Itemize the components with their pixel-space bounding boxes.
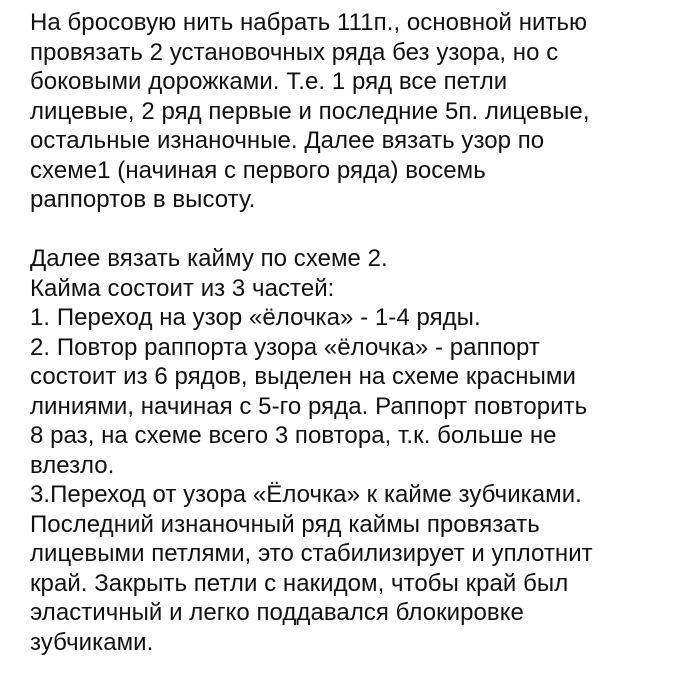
text-line: Последний изнаночный ряд каймы провязать bbox=[30, 510, 540, 538]
document-text bbox=[30, 8, 678, 657]
text-line: линиями, начиная с 5-го ряда. Раппорт повторить bbox=[30, 392, 588, 420]
text-line: состоит из 6 рядов, выделен на схеме красными bbox=[30, 363, 576, 390]
text-line: влезло. bbox=[30, 451, 115, 479]
text-line: 2. Повтор раппорта узора «ёлочка» - раппорт bbox=[30, 333, 540, 361]
text-line: 1. Переход на узор «ёлочка» - 1-4 ряды. bbox=[30, 304, 481, 331]
text-line: На бросовую нить набрать 111п., основной нитью bbox=[30, 9, 588, 36]
text-line: 3.Переход от узора «Ёлочка» к кайме зубчиками. bbox=[30, 481, 582, 508]
text-line: провязать 2 установочных ряда без узора, но с bbox=[30, 38, 559, 66]
text-line: Далее вязать кайму по схеме 2. bbox=[30, 245, 388, 272]
text-line: лицевые, 2 ряд первые и последние 5п. лицевые, bbox=[30, 97, 590, 125]
text-line: 8 раз, на схеме всего 3 повтора, т.к. больше не bbox=[30, 422, 557, 449]
text-line: зубчиками. bbox=[30, 628, 154, 656]
text-line: остальные изнаночные. Далее вязать узор по bbox=[30, 127, 545, 154]
text-line: эластичный и легко поддавался блокировке bbox=[30, 599, 524, 626]
paragraph-border bbox=[30, 244, 678, 657]
text-line: Кайма состоит из 3 частей: bbox=[30, 274, 335, 302]
text-line: лицевыми петлями, это стабилизирует и уплотнит bbox=[30, 540, 593, 567]
paragraph-gap bbox=[30, 215, 678, 245]
text-line: край. Закрыть петли с накидом, чтобы край был bbox=[30, 569, 569, 597]
text-line: раппортов в высоту. bbox=[30, 186, 256, 213]
paragraph-cast-on bbox=[30, 8, 678, 215]
text-line: схеме1 (начиная с первого ряда) восемь bbox=[30, 156, 486, 184]
text-line: боковыми дорожками. Т.е. 1 ряд все петли bbox=[30, 68, 508, 95]
